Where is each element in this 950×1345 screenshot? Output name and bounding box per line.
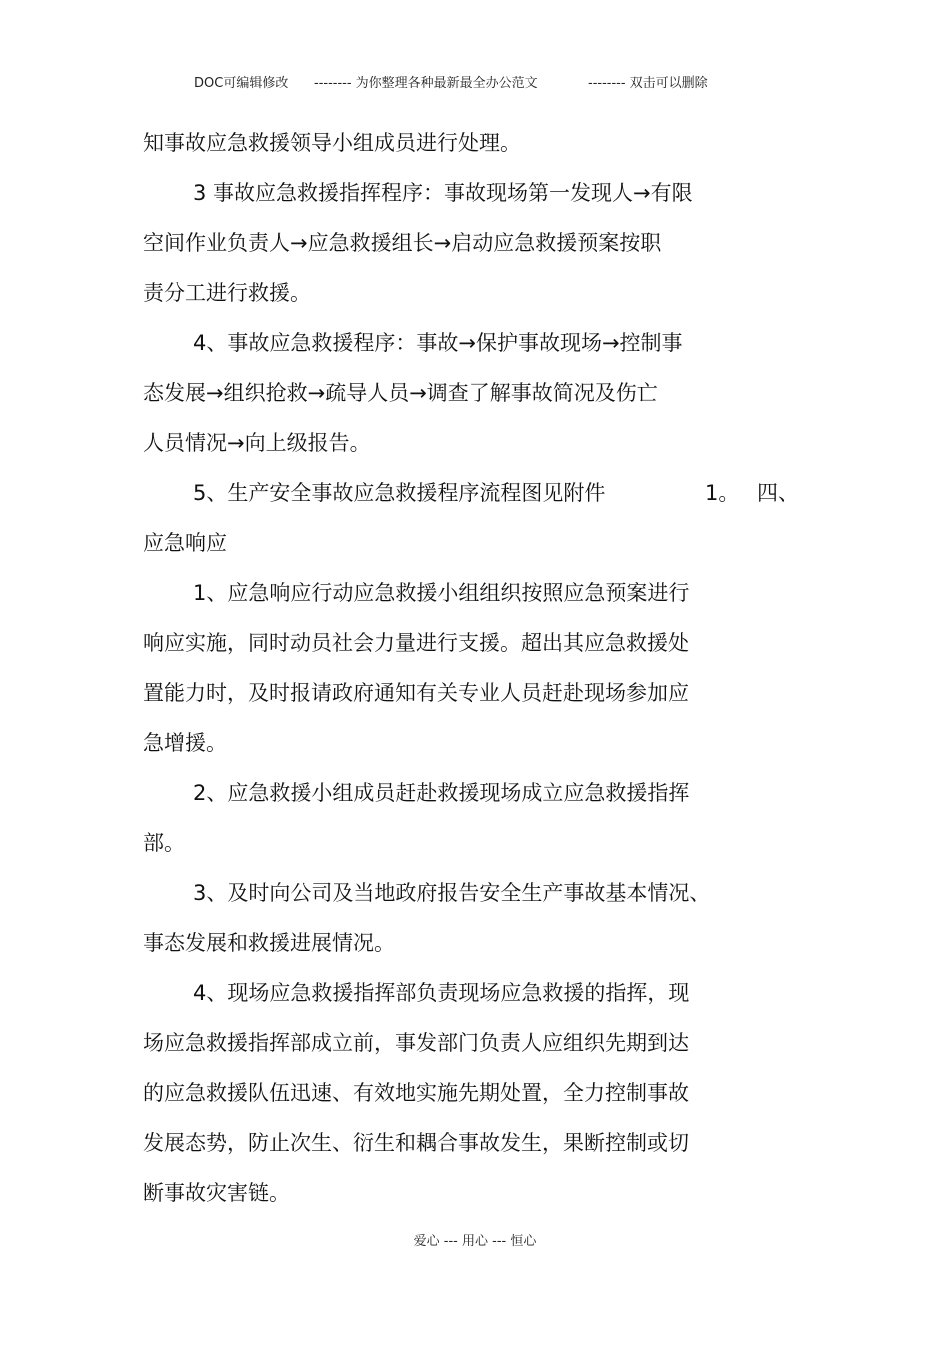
body-line: 急增援。 — [143, 731, 227, 755]
body-line: 发展态势，防止次生、衍生和耦合事故发生，果断控制或切 — [143, 1131, 689, 1155]
body-line: 5、生产安全事故应急救援程序流程图见附件 — [193, 481, 606, 505]
body-line: 的应急救援队伍迅速、有效地实施先期处置，全力控制事故 — [143, 1081, 689, 1105]
body-line: 置能力时，及时报请政府通知有关专业人员赶赴现场参加应 — [143, 681, 689, 705]
body-line: 响应实施，同时动员社会力量进行支援。超出其应急救援处 — [143, 631, 689, 655]
body-line: 空间作业负责人→应急救援组长→启动应急救援预案按职 — [143, 231, 662, 255]
section-heading: 应急响应 — [143, 531, 227, 555]
body-line: 4、现场应急救援指挥部负责现场应急救援的指挥，现 — [193, 981, 690, 1005]
body-line: 场应急救援指挥部成立前，事发部门负责人应组织先期到达 — [143, 1031, 689, 1055]
body-line: 1、应急响应行动应急救援小组组织按照应急预案进行 — [193, 581, 690, 605]
body-line: 4、事故应急救援程序：事故→保护事故现场→控制事 — [193, 331, 683, 355]
body-line: 3、及时向公司及当地政府报告安全生产事故基本情况、 — [193, 881, 711, 905]
body-line: 事态发展和救援进展情况。 — [143, 931, 395, 955]
body-line: 知事故应急救援领导小组成员进行处理。 — [143, 131, 521, 155]
body-line: 态发展→组织抢救→疏导人员→调查了解事故简况及伤亡 — [143, 381, 658, 405]
body-line: 3 事故应急救援指挥程序：事故现场第一发现人→有限 — [193, 181, 693, 205]
body-line: 断事故灾害链。 — [143, 1181, 290, 1205]
body-line: 责分工进行救援。 — [143, 281, 311, 305]
page-header — [0, 72, 950, 92]
header-left-text: DOC可编辑修改 — [194, 76, 289, 91]
body-line: 部。 — [143, 831, 185, 855]
body-line-fragment: 1。 — [705, 481, 740, 505]
body-line: 2、应急救援小组成员赶赴救援现场成立应急救援指挥 — [193, 781, 690, 805]
header-middle-text: -------- 为你整理各种最新最全办公范文 — [314, 76, 538, 91]
body-line: 人员情况→向上级报告。 — [143, 431, 371, 455]
section-number: 四、 — [757, 481, 799, 505]
page-footer: 爱心 --- 用心 --- 恒心 — [413, 1234, 537, 1249]
header-right-text: -------- 双击可以删除 — [588, 76, 708, 91]
